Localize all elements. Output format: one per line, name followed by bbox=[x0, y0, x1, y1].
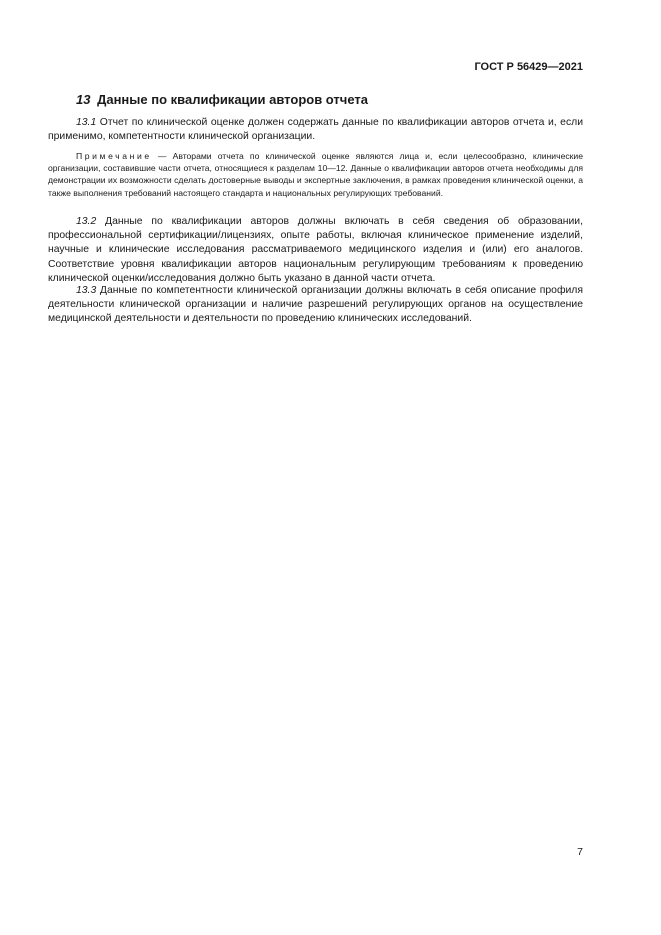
note-label: Примечание bbox=[76, 151, 152, 161]
note-paragraph bbox=[48, 150, 583, 199]
paragraph-number: 13.2 bbox=[76, 216, 97, 227]
document-code: ГОСТ Р 56429—2021 bbox=[474, 61, 583, 73]
paragraph-13-3 bbox=[48, 284, 583, 327]
paragraph-number: 13.3 bbox=[76, 285, 97, 296]
paragraph-text: Данные по компетентности клинической организации должны включать в себя описание профиля деятельности клинической организации и наличие разрешений регулирующих органов на осуществление медицинской деятельности и деятельности по проведению клинических исследований. bbox=[48, 285, 583, 325]
paragraph-text: Отчет по клинической оценке должен содержать данные по квалификации авторов отчета и, если применимо, компетентности клинической организации. bbox=[48, 117, 584, 143]
section-title: Данные по квалификации авторов отчета bbox=[97, 92, 368, 107]
paragraph-text: Данные по квалификации авторов должны включать в себя сведения об образовании, профессиональной сертификации/лицензиях, опыте работы, включая клиническое применение изделий, научные и клинические исследования рассматриваемого медицинского изделия и (или) его аналогов. Соответствие уровня квалификации авторов национальным регулирующим требованиям к проведению клинической оценки/исследования должно быть указано в данной части отчета. bbox=[48, 216, 584, 284]
section-number: 13 bbox=[76, 92, 91, 107]
page-number: 7 bbox=[577, 846, 583, 858]
paragraph-number: 13.1 bbox=[76, 117, 97, 128]
note-text: — Авторами отчета по клинической оценке являются лица и, если целесообразно, клинические организации, составившие части отчета, относящиеся к разделам 10—12. Данные о квалификации авторов отчета необходимы для демонстрации их возможности сделать достоверные выводы и экспертные заключения, в рамках проведения клинической оценки, а также выполнения требований настоящего стандарта и национальных регулирующих требований. bbox=[48, 151, 584, 198]
paragraph-13-1 bbox=[48, 116, 583, 144]
section-heading bbox=[76, 92, 368, 107]
paragraph-13-2 bbox=[48, 215, 583, 286]
